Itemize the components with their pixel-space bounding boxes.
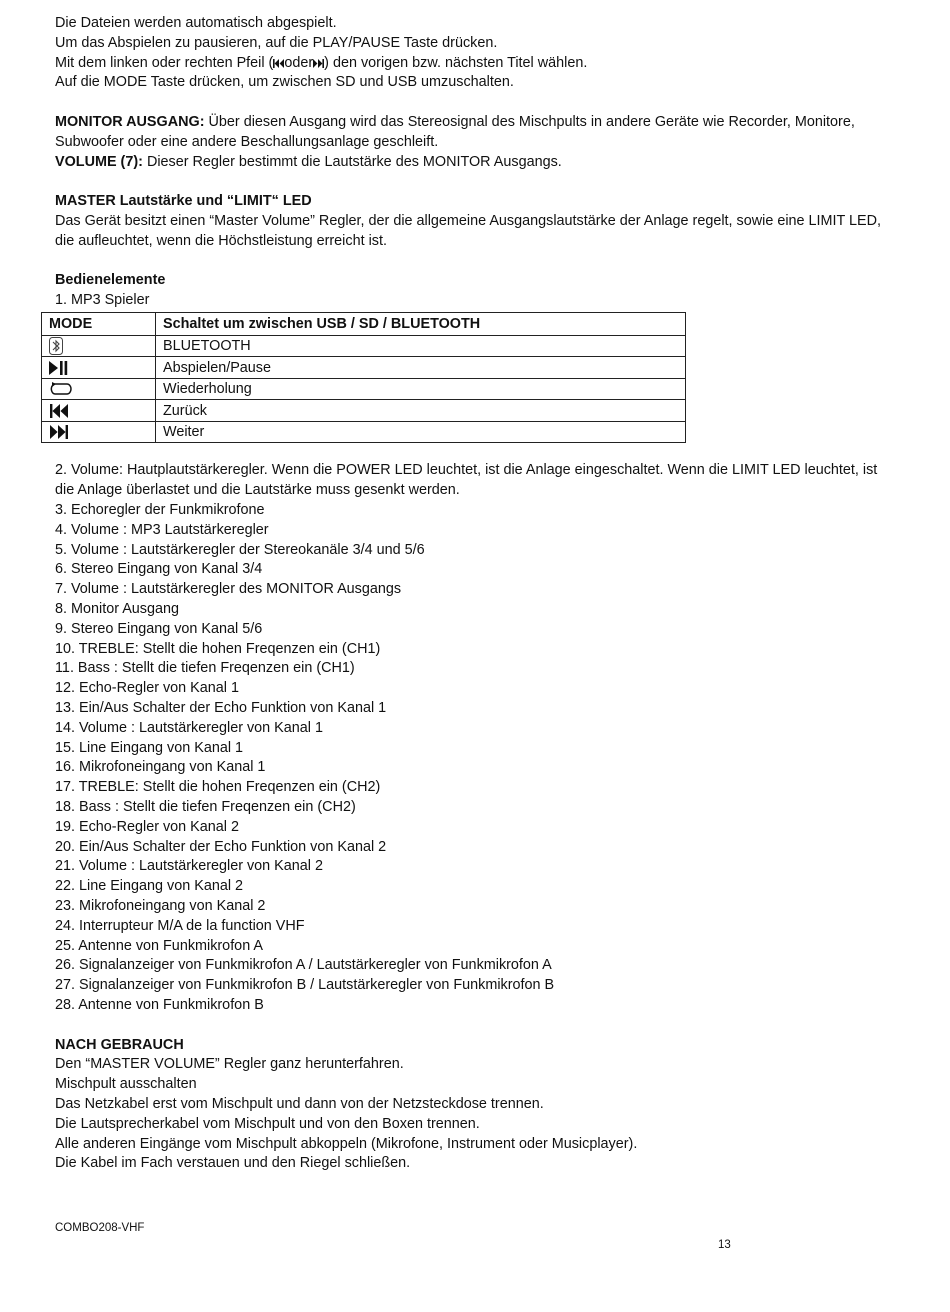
after-line: Mischpult ausschalten xyxy=(55,1076,197,1093)
after-line: Alle anderen Eingänge vom Mischpult abkoppeln (Mikrofone, Instrument oder Musicplayer). xyxy=(55,1135,638,1152)
next-icon xyxy=(313,58,324,69)
volume-paragraph: VOLUME (7): Dieser Regler bestimmt die Lautstärke des MONITOR Ausgangs. xyxy=(55,153,562,170)
table-row xyxy=(42,357,686,379)
list-item: 19. Echo-Regler von Kanal 2 xyxy=(55,818,239,835)
table-cell: BLUETOOTH xyxy=(156,335,686,357)
list-item: 2. Volume: Hautplautstärkeregler. Wenn die POWER LED leuchtet, ist die Anlage eingeschaltet. Wenn die LIMIT LED leuchtet, ist die Anlage überlastet und die Lautstärke muss gesenkt werden. xyxy=(55,462,878,499)
after-line: Den “MASTER VOLUME” Regler ganz herunterfahren. xyxy=(55,1056,404,1073)
list-item: 8. Monitor Ausgang xyxy=(55,601,179,618)
list-item: 27. Signalanzeiger von Funkmikrofon B / Lautstärkeregler von Funkmikrofon B xyxy=(55,977,555,994)
list-item: 25. Antenne von Funkmikrofon A xyxy=(55,937,263,954)
list-item: 6. Stereo Eingang von Kanal 3/4 xyxy=(55,561,263,578)
previous-icon xyxy=(49,403,69,419)
list-item: 18. Bass : Stellt die tiefen Freqenzen ein (CH2) xyxy=(55,799,356,815)
table-row xyxy=(42,378,686,400)
list-item: 4. Volume : MP3 Lautstärkeregler xyxy=(55,521,269,538)
master-text: Das Gerät besitzt einen “Master Volume” Regler, der die allgemeine Ausgangslautstärke der Anlage regelt, sowie eine LIMIT LED, die aufleuchtet, wenn die Höchstleistung erreicht ist. xyxy=(55,212,882,249)
bluetooth-icon xyxy=(49,337,63,355)
list-item: 28. Antenne von Funkmikrofon B xyxy=(55,996,264,1013)
footer-model: COMBO208-VHF xyxy=(55,1222,145,1234)
list-item: 16. Mikrofoneingang von Kanal 1 xyxy=(55,759,266,776)
list-item: 21. Volume : Lautstärkeregler von Kanal 2 xyxy=(55,858,323,875)
list-item: 22. Line Eingang von Kanal 2 xyxy=(55,878,244,895)
controls-sub: 1. MP3 Spieler xyxy=(55,292,150,309)
list-item: 13. Ein/Aus Schalter der Echo Funktion von Kanal 1 xyxy=(55,700,387,717)
table-header-cell: MODE xyxy=(42,312,156,335)
intro-line-2: Um das Abspielen zu pausieren, auf die PLAY/PAUSE Taste drücken. xyxy=(55,34,498,51)
list-item: 5. Volume : Lautstärkeregler der Stereokanäle 3/4 und 5/6 xyxy=(55,541,425,558)
list-item: 23. Mikrofoneingang von Kanal 2 xyxy=(55,897,266,914)
list-item: 3. Echoregler der Funkmikrofone xyxy=(55,502,265,519)
table-cell: Wiederholung xyxy=(156,378,686,400)
list-item: 12. Echo-Regler von Kanal 1 xyxy=(55,680,239,697)
table-cell: Zurück xyxy=(156,400,686,422)
list-item: 20. Ein/Aus Schalter der Echo Funktion von Kanal 2 xyxy=(55,838,387,855)
intro-line-3: Mit dem linken oder rechten Pfeil ( oder ) den vorigen bzw. nächsten Titel wählen. xyxy=(55,54,588,71)
list-item: 7. Volume : Lautstärkeregler des MONITOR Ausgangs xyxy=(55,581,402,598)
table-row xyxy=(42,421,686,443)
intro-line-4: Auf die MODE Taste drücken, um zwischen SD und USB umzuschalten. xyxy=(55,74,514,91)
list-item: 9. Stereo Eingang von Kanal 5/6 xyxy=(55,620,263,637)
table-cell: Abspielen/Pause xyxy=(156,357,686,379)
list-item: 15. Line Eingang von Kanal 1 xyxy=(55,739,244,756)
table-row xyxy=(42,335,686,357)
list-item: 11. Bass : Stellt die tiefen Freqenzen ein (CH1) xyxy=(55,660,355,677)
list-item: 24. Interrupteur M/A de la function VHF xyxy=(55,917,305,934)
intro-line-1: Die Dateien werden automatisch abgespielt. xyxy=(55,15,337,31)
after-line: Die Kabel im Fach verstauen und den Riegel schließen. xyxy=(55,1155,411,1172)
after-line: Die Lautsprecherkabel vom Mischpult und von den Boxen trennen. xyxy=(55,1115,480,1132)
list-item: 10. TREBLE: Stellt die hohen Freqenzen ein (CH1) xyxy=(55,640,381,657)
after-line: Das Netzkabel erst vom Mischpult und dann von der Netzsteckdose trennen. xyxy=(55,1095,544,1112)
table-header-row xyxy=(42,312,686,335)
monitor-paragraph: MONITOR AUSGANG: Über diesen Ausgang wird das Stereosignal des Mischpults in andere Geräte wie Recorder, Monitore, Subwoofer oder eine andere Beschallungsanlage geschleift. xyxy=(55,113,855,150)
table-cell: Weiter xyxy=(156,421,686,443)
list-item: 17. TREBLE: Stellt die hohen Freqenzen ein (CH2) xyxy=(55,779,381,796)
master-heading: MASTER Lautstärke und “LIMIT“ LED xyxy=(55,193,312,210)
table-row xyxy=(42,400,686,422)
list-item: 14. Volume : Lautstärkeregler von Kanal 1 xyxy=(55,719,323,736)
page-number: 13 xyxy=(718,1239,731,1251)
table-header-cell: Schaltet um zwischen USB / SD / BLUETOOTH xyxy=(156,312,686,335)
play-pause-icon xyxy=(49,360,69,376)
controls-heading: Bedienelemente xyxy=(55,272,166,289)
repeat-icon xyxy=(49,382,73,396)
next-icon xyxy=(49,424,69,440)
document-page xyxy=(49,14,885,1174)
controls-table xyxy=(41,312,686,444)
previous-icon xyxy=(273,58,284,69)
list-item: 26. Signalanzeiger von Funkmikrofon A / Lautstärkeregler von Funkmikrofon A xyxy=(55,957,552,974)
after-heading: NACH GEBRAUCH xyxy=(55,1036,184,1053)
